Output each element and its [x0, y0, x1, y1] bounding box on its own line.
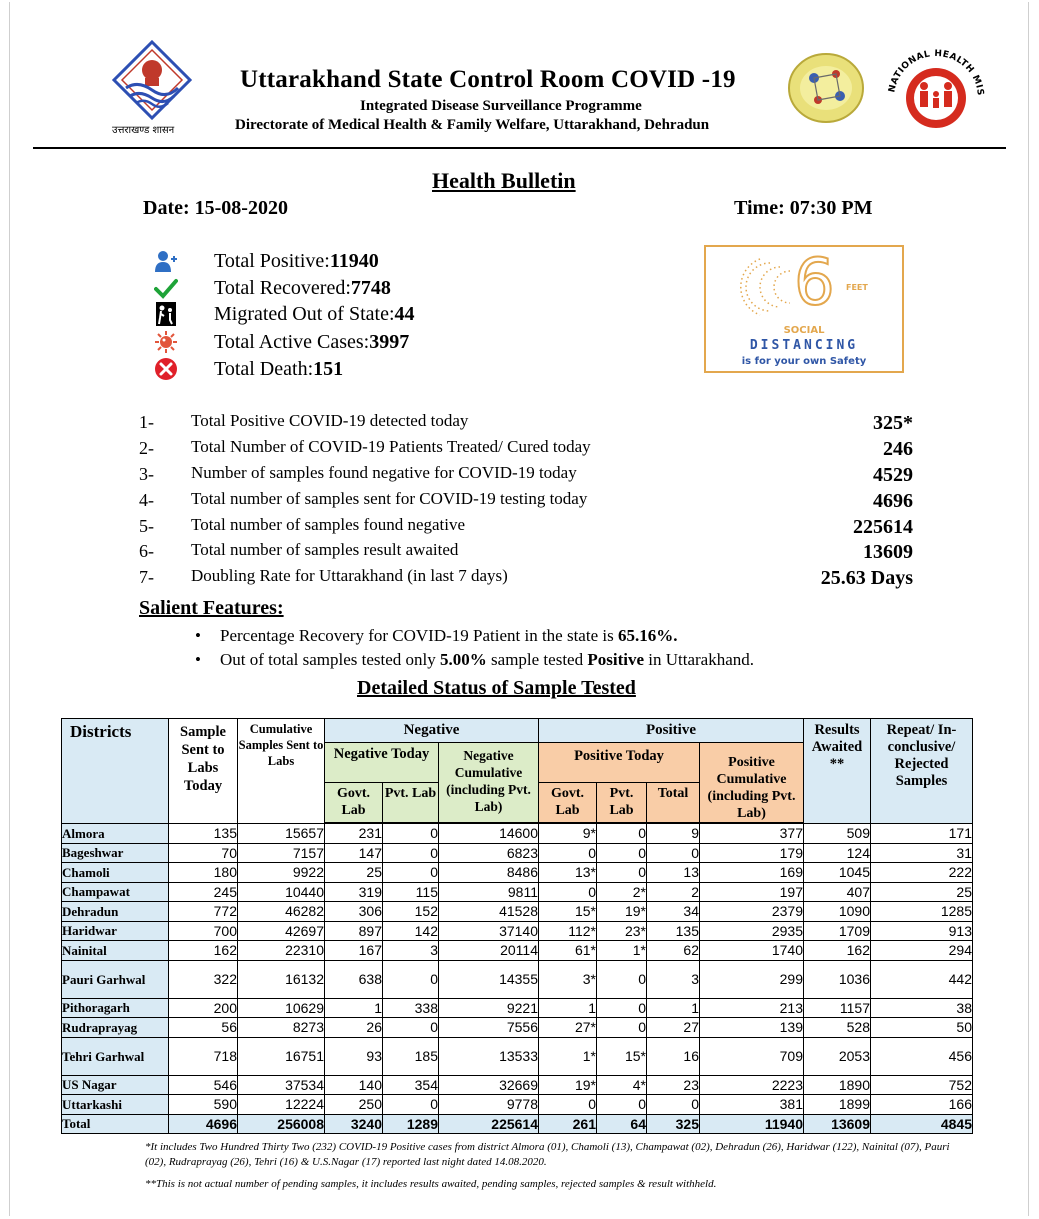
summary-label: Total Death: — [214, 357, 314, 380]
table-cell: 70 — [169, 843, 238, 863]
table-cell: 13533 — [439, 1037, 539, 1075]
table-title: Detailed Status of Sample Tested — [357, 677, 636, 699]
table-row — [62, 863, 973, 883]
list-item — [139, 436, 919, 462]
table-cell: 0 — [383, 1018, 439, 1038]
table-cell: 4696 — [169, 1114, 238, 1134]
table-cell: 1289 — [383, 1114, 439, 1134]
table-cell: 3* — [539, 960, 597, 998]
table-cell: 11940 — [700, 1114, 804, 1134]
page-title: Uttarakhand State Control Room COVID -19 — [240, 66, 736, 93]
district-name: Pauri Garhwal — [62, 960, 169, 998]
header-cumulative-sent: Cumulative Samples Sent to Labs — [238, 719, 325, 824]
table-cell: 4* — [597, 1075, 647, 1095]
virus-icon — [152, 330, 180, 354]
table-cell: 14600 — [439, 824, 539, 844]
table-cell: 752 — [871, 1075, 973, 1095]
district-name: Almora — [62, 824, 169, 844]
table-cell: 19* — [539, 1075, 597, 1095]
list-item — [139, 462, 919, 488]
table-cell: 37140 — [439, 921, 539, 941]
table-cell: 20114 — [439, 941, 539, 961]
table-cell: 1899 — [804, 1095, 871, 1115]
district-name: Total — [62, 1114, 169, 1134]
summary-total-death — [152, 356, 343, 382]
table-body — [62, 824, 973, 1134]
table-cell: 152 — [383, 902, 439, 922]
table-cell: 15657 — [238, 824, 325, 844]
list-text: Total Number of COVID-19 Patients Treated/ Cured today — [191, 437, 591, 456]
list-value: 225614 — [853, 516, 913, 538]
table-row — [62, 941, 973, 961]
uttarakhand-govt-logo — [112, 40, 192, 122]
social-distancing-unit: FEET — [846, 283, 868, 292]
list-text: Total number of samples found negative — [191, 515, 466, 534]
table-cell: 22310 — [238, 941, 325, 961]
table-cell: 41528 — [439, 902, 539, 922]
table-cell: 1090 — [804, 902, 871, 922]
table-row — [62, 843, 973, 863]
table-cell: 1709 — [804, 921, 871, 941]
table-cell: 32669 — [439, 1075, 539, 1095]
table-cell: 1* — [539, 1037, 597, 1075]
table-row — [62, 998, 973, 1018]
table-cell: 354 — [383, 1075, 439, 1095]
salient-features-title: Salient Features: — [139, 597, 284, 619]
district-name: Pithoragarh — [62, 998, 169, 1018]
table-cell: 16132 — [238, 960, 325, 998]
header-positive-today: Positive Today — [539, 743, 700, 783]
idsp-logo — [786, 52, 866, 124]
list-value: 4696 — [873, 490, 913, 512]
table-cell: 14355 — [439, 960, 539, 998]
table-cell: 407 — [804, 882, 871, 902]
social-distancing-line1: SOCIAL — [783, 325, 825, 336]
table-cell: 7556 — [439, 1018, 539, 1038]
table-cell: 700 — [169, 921, 238, 941]
table-cell: 64 — [597, 1114, 647, 1134]
table-cell: 7157 — [238, 843, 325, 863]
table-cell: 299 — [700, 960, 804, 998]
header-positive-cumulative: Positive Cumulative (including Pvt. Lab) — [700, 743, 804, 823]
table-cell: 325 — [647, 1114, 700, 1134]
table-row — [62, 1037, 973, 1075]
summary-total-positive — [152, 248, 379, 274]
table-cell: 709 — [700, 1037, 804, 1075]
table-cell: 142 — [383, 921, 439, 941]
summary-value: 3997 — [369, 330, 410, 353]
table-cell: 140 — [325, 1075, 383, 1095]
table-cell: 772 — [169, 902, 238, 922]
table-cell: 442 — [871, 960, 973, 998]
summary-label: Total Active Cases: — [214, 330, 370, 353]
table-cell: 225614 — [439, 1114, 539, 1134]
table-cell: 590 — [169, 1095, 238, 1115]
table-cell: 0 — [383, 1095, 439, 1115]
table-cell: 0 — [597, 843, 647, 863]
table-cell: 179 — [700, 843, 804, 863]
table-cell: 147 — [325, 843, 383, 863]
table-cell: 93 — [325, 1037, 383, 1075]
table-cell: 3 — [647, 960, 700, 998]
summary-value: 151 — [313, 357, 344, 380]
table-cell: 27* — [539, 1018, 597, 1038]
table-cell: 23* — [597, 921, 647, 941]
table-cell: 23 — [647, 1075, 700, 1095]
bullet-bold-text: Positive — [587, 650, 644, 669]
table-cell: 197 — [700, 882, 804, 902]
header-positive: Positive — [539, 719, 804, 743]
table-cell: 13609 — [804, 1114, 871, 1134]
table-cell: 381 — [700, 1095, 804, 1115]
list-item — [139, 514, 919, 540]
table-cell: 0 — [539, 882, 597, 902]
table-cell: 10440 — [238, 882, 325, 902]
table-cell: 61* — [539, 941, 597, 961]
table-row — [62, 1095, 973, 1115]
table-cell: 124 — [804, 843, 871, 863]
table-cell: 42697 — [238, 921, 325, 941]
list-value: 246 — [883, 438, 913, 460]
bullet-text: Out of total samples tested only — [220, 650, 441, 669]
summary-value: 7748 — [350, 276, 391, 299]
table-cell: 0 — [383, 843, 439, 863]
list-number: 3- — [139, 464, 154, 484]
table-cell: 1157 — [804, 998, 871, 1018]
table-cell: 4845 — [871, 1114, 973, 1134]
table-cell: 913 — [871, 921, 973, 941]
table-cell: 377 — [700, 824, 804, 844]
recovery-percentage: 65.16%. — [617, 626, 678, 645]
table-cell: 0 — [647, 843, 700, 863]
page-subtitle-directorate: Directorate of Medical Health & Family Welfare, Uttarakhand, Dehradun — [235, 117, 710, 133]
table-cell: 16 — [647, 1037, 700, 1075]
table-cell: 897 — [325, 921, 383, 941]
table-cell: 6823 — [439, 843, 539, 863]
table-cell: 250 — [325, 1095, 383, 1115]
summary-migrated — [152, 301, 415, 327]
table-row — [62, 1075, 973, 1095]
table-cell: 0 — [383, 863, 439, 883]
district-name: Bageshwar — [62, 843, 169, 863]
bullet-text: in Uttarakhand. — [644, 650, 754, 669]
table-cell: 115 — [383, 882, 439, 902]
table-cell: 1036 — [804, 960, 871, 998]
header-pos-pvt-lab: Pvt. Lab — [597, 783, 647, 823]
header-negative-today: Negative Today — [325, 743, 439, 783]
table-cell: 34 — [647, 902, 700, 922]
table-cell: 718 — [169, 1037, 238, 1075]
table-cell: 169 — [700, 863, 804, 883]
list-item — [139, 410, 919, 436]
table-cell: 9 — [647, 824, 700, 844]
table-cell: 19* — [597, 902, 647, 922]
table-cell: 162 — [169, 941, 238, 961]
list-value: 13609 — [863, 541, 913, 563]
table-cell: 13 — [647, 863, 700, 883]
table-cell: 1 — [539, 998, 597, 1018]
list-number: 2- — [139, 438, 154, 458]
table-cell: 294 — [871, 941, 973, 961]
table-cell: 0 — [539, 843, 597, 863]
table-cell: 1045 — [804, 863, 871, 883]
list-item — [139, 488, 919, 514]
header-neg-pvt-lab: Pvt. Lab — [383, 783, 439, 823]
table-cell: 0 — [597, 960, 647, 998]
table-cell: 338 — [383, 998, 439, 1018]
list-number: 1- — [139, 412, 154, 432]
social-distancing-number: 6 — [794, 246, 835, 320]
bullet-dot-icon: • — [195, 650, 201, 669]
district-name: Rudraprayag — [62, 1018, 169, 1038]
table-cell: 456 — [871, 1037, 973, 1075]
table-cell: 10629 — [238, 998, 325, 1018]
table-cell: 322 — [169, 960, 238, 998]
table-cell: 2* — [597, 882, 647, 902]
table-cell: 2053 — [804, 1037, 871, 1075]
social-distancing-line3: is for your own Safety — [741, 356, 867, 367]
district-name: Nainital — [62, 941, 169, 961]
table-total-row — [62, 1114, 973, 1134]
list-text: Number of samples found negative for COVID-19 today — [191, 463, 577, 482]
table-cell: 2935 — [700, 921, 804, 941]
district-name: US Nagar — [62, 1075, 169, 1095]
table-cell: 231 — [325, 824, 383, 844]
header-pos-govt-lab: Govt. Lab — [539, 783, 597, 823]
footnote-positive-cases: *It includes Two Hundred Thirty Two (232) COVID-19 Positive cases from district Almora (01), Chamoli (13), Champawat (02), Dehradun (26), Haridwar (122), Nainital (07), Pauri (02), Rudraprayag (26), Tehri (16) & U.S.Nagar (17) reported last night dated 14.08.2020. — [145, 1141, 950, 1168]
header-results-awaited: Results Awaited ** — [804, 719, 871, 824]
header-divider — [33, 147, 1006, 149]
table-cell: 180 — [169, 863, 238, 883]
summary-label: Total Positive: — [214, 249, 330, 272]
checkmark-icon — [152, 276, 180, 300]
header-neg-govt-lab: Govt. Lab — [325, 783, 383, 823]
table-cell: 1 — [325, 998, 383, 1018]
table-cell: 1* — [597, 941, 647, 961]
header-negative-cumulative: Negative Cumulative (including Pvt. Lab) — [439, 743, 539, 823]
table-cell: 245 — [169, 882, 238, 902]
social-distancing-graphic — [704, 245, 904, 373]
header-pos-total: Total — [647, 783, 700, 823]
list-number: 6- — [139, 541, 154, 561]
table-cell: 25 — [871, 882, 973, 902]
bulletin-time: Time: 07:30 PM — [734, 197, 873, 219]
sample-status-table — [61, 718, 973, 1134]
table-cell: 166 — [871, 1095, 973, 1115]
table-cell: 37534 — [238, 1075, 325, 1095]
table-cell: 139 — [700, 1018, 804, 1038]
table-row — [62, 882, 973, 902]
table-row — [62, 902, 973, 922]
table-cell: 13* — [539, 863, 597, 883]
footnote-results-awaited: **This is not actual number of pending samples, it includes results awaited, pending samples, rejected samples & result withheld. — [145, 1178, 717, 1190]
table-cell: 0 — [597, 863, 647, 883]
table-cell: 46282 — [238, 902, 325, 922]
header-districts: Districts — [62, 719, 169, 824]
cross-icon — [152, 357, 180, 381]
table-cell: 1740 — [700, 941, 804, 961]
summary-label: Migrated Out of State: — [214, 302, 395, 325]
table-row — [62, 921, 973, 941]
list-text: Doubling Rate for Uttarakhand (in last 7 days) — [191, 566, 508, 585]
list-value: 325* — [873, 412, 913, 434]
table-cell: 9* — [539, 824, 597, 844]
list-text: Total Positive COVID-19 detected today — [191, 411, 469, 430]
table-cell: 162 — [804, 941, 871, 961]
header-negative: Negative — [325, 719, 539, 743]
list-item — [139, 539, 919, 565]
positivity-percentage: 5.00% — [440, 650, 487, 669]
bullet-text: sample tested — [486, 650, 588, 669]
nhm-logo-text: NATIONAL HEALTH MIS — [887, 48, 985, 97]
table-cell: 56 — [169, 1018, 238, 1038]
bullet-text: Percentage Recovery for COVID-19 Patient in the state is — [220, 626, 618, 645]
table-cell: 2379 — [700, 902, 804, 922]
table-cell: 0 — [383, 960, 439, 998]
table-cell: 261 — [539, 1114, 597, 1134]
list-value: 4529 — [873, 464, 913, 486]
list-number: 5- — [139, 516, 154, 536]
header-sample-sent: Sample Sent to Labs Today — [169, 719, 238, 824]
table-cell: 31 — [871, 843, 973, 863]
table-cell: 2223 — [700, 1075, 804, 1095]
social-distancing-line2: DISTANCING — [749, 338, 859, 353]
table-cell: 26 — [325, 1018, 383, 1038]
list-number: 7- — [139, 567, 154, 587]
page-subtitle-idsp: Integrated Disease Surveillance Programme — [360, 98, 642, 114]
table-cell: 185 — [383, 1037, 439, 1075]
district-name: Dehradun — [62, 902, 169, 922]
table-cell: 222 — [871, 863, 973, 883]
table-cell: 3 — [383, 941, 439, 961]
list-text: Total number of samples result awaited — [191, 540, 459, 559]
table-cell: 50 — [871, 1018, 973, 1038]
table-cell: 1890 — [804, 1075, 871, 1095]
table-cell: 638 — [325, 960, 383, 998]
table-cell: 3240 — [325, 1114, 383, 1134]
govt-logo-caption: उत्तराखण्ड शासन — [112, 125, 175, 136]
summary-value: 44 — [394, 302, 415, 325]
district-name: Chamoli — [62, 863, 169, 883]
table-cell: 9778 — [439, 1095, 539, 1115]
district-name: Haridwar — [62, 921, 169, 941]
table-cell: 0 — [597, 1018, 647, 1038]
table-cell: 1285 — [871, 902, 973, 922]
district-name: Champawat — [62, 882, 169, 902]
table-cell: 1 — [647, 998, 700, 1018]
table-cell: 15* — [597, 1037, 647, 1075]
list-number: 4- — [139, 490, 154, 510]
table-cell: 0 — [597, 1095, 647, 1115]
summary-active-cases — [152, 329, 409, 355]
table-cell: 2 — [647, 882, 700, 902]
bulletin-date: Date: 15-08-2020 — [143, 197, 288, 219]
table-cell: 9811 — [439, 882, 539, 902]
table-cell: 171 — [871, 824, 973, 844]
table-cell: 213 — [700, 998, 804, 1018]
summary-total-recovered — [152, 275, 391, 301]
summary-value: 11940 — [329, 249, 379, 272]
table-cell: 0 — [383, 824, 439, 844]
summary-label: Total Recovered: — [214, 276, 351, 299]
list-text: Total number of samples sent for COVID-19 testing today — [191, 489, 588, 508]
table-row — [62, 960, 973, 998]
table-cell: 306 — [325, 902, 383, 922]
table-cell: 528 — [804, 1018, 871, 1038]
table-cell: 200 — [169, 998, 238, 1018]
table-cell: 25 — [325, 863, 383, 883]
table-cell: 62 — [647, 941, 700, 961]
table-cell: 9221 — [439, 998, 539, 1018]
table-cell: 167 — [325, 941, 383, 961]
table-cell: 38 — [871, 998, 973, 1018]
table-cell: 0 — [597, 998, 647, 1018]
table-cell: 9922 — [238, 863, 325, 883]
table-cell: 12224 — [238, 1095, 325, 1115]
bullet-dot-icon: • — [195, 626, 201, 645]
table-cell: 27 — [647, 1018, 700, 1038]
table-cell: 0 — [539, 1095, 597, 1115]
migration-icon — [152, 302, 180, 326]
table-cell: 0 — [647, 1095, 700, 1115]
bulletin-title: Health Bulletin — [432, 168, 576, 193]
table-cell: 319 — [325, 882, 383, 902]
table-cell: 15* — [539, 902, 597, 922]
table-cell: 135 — [169, 824, 238, 844]
list-value: 25.63 Days — [820, 567, 913, 589]
header-repeat-rejected: Repeat/ In-conclusive/ Rejected Samples — [871, 719, 973, 824]
table-cell: 0 — [597, 824, 647, 844]
district-name: Uttarkashi — [62, 1095, 169, 1115]
table-cell: 546 — [169, 1075, 238, 1095]
list-item — [139, 565, 919, 591]
table-cell: 8273 — [238, 1018, 325, 1038]
table-cell: 16751 — [238, 1037, 325, 1075]
table-cell: 509 — [804, 824, 871, 844]
district-name: Tehri Garhwal — [62, 1037, 169, 1075]
table-cell: 256008 — [238, 1114, 325, 1134]
table-cell: 8486 — [439, 863, 539, 883]
add-user-icon — [152, 249, 180, 273]
table-row — [62, 1018, 973, 1038]
table-cell: 112* — [539, 921, 597, 941]
nhm-logo — [880, 40, 992, 152]
table-cell: 135 — [647, 921, 700, 941]
table-row — [62, 824, 973, 844]
